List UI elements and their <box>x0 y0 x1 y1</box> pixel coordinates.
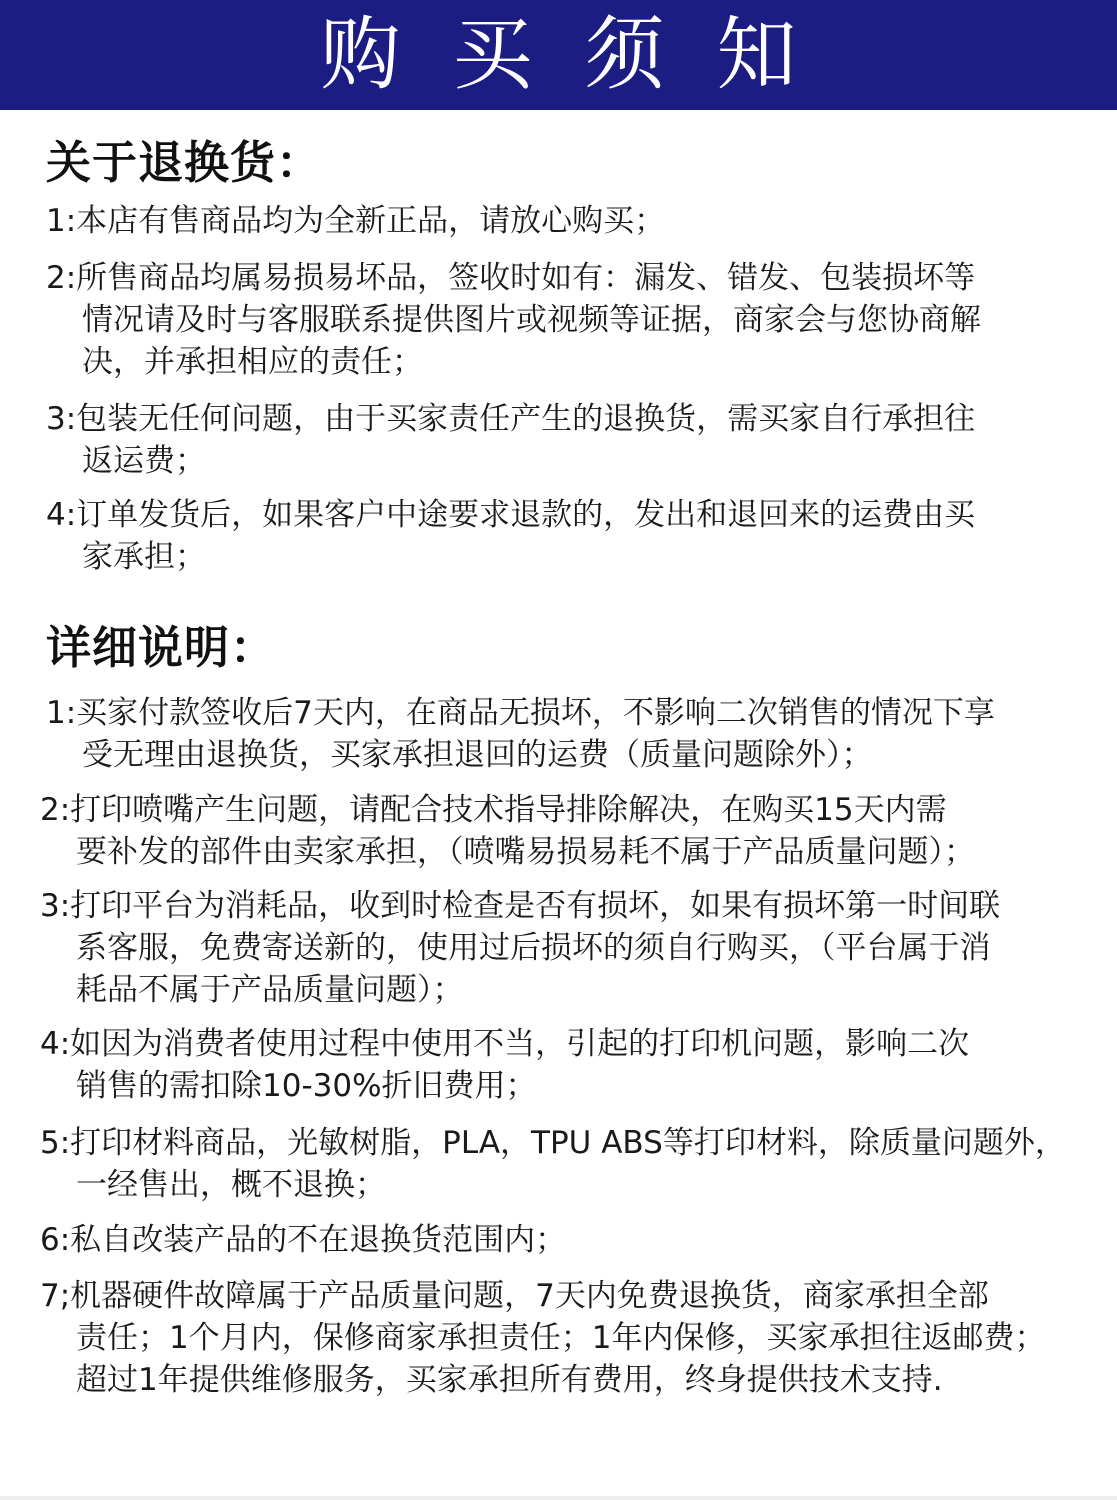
list-item <box>40 885 1000 1011</box>
item-line: 一经售出，概不退换； <box>76 1167 386 1203</box>
item-line: 耗品不属于产品质量问题）； <box>76 972 464 1008</box>
section-heading-returns: 关于退换货： <box>46 136 323 189</box>
item-line: 打印材料商品，光敏树脂，PLA，TPU ABS等打印材料，除质量问题外， <box>70 1125 1066 1161</box>
list-item <box>46 398 975 482</box>
header-banner <box>0 0 1117 110</box>
item-line: 所售商品均属易损易坏品，签收时如有：漏发、错发、包装损坏等 <box>76 260 976 296</box>
item-number: 5: <box>40 1125 71 1161</box>
section-heading-details: 详细说明： <box>46 621 277 674</box>
item-number: 6: <box>40 1222 71 1258</box>
list-item <box>46 692 995 776</box>
item-line: 责任；1个月内，保修商家承担责任；1年内保修，买家承担往返邮费； <box>76 1320 1046 1356</box>
item-line: 如因为消费者使用过程中使用不当，引起的打印机问题，影响二次 <box>70 1026 970 1062</box>
item-line: 家承担； <box>82 539 206 575</box>
item-number: 4: <box>46 497 77 533</box>
list-item <box>40 1219 566 1261</box>
item-line: 受无理由退换货，买家承担退回的运费（质量问题除外）； <box>82 737 873 773</box>
list-item <box>46 200 665 242</box>
item-number: 2: <box>46 260 77 296</box>
item-line: 包装无任何问题，由于买家责任产生的退换货，需买家自行承担往 <box>76 401 976 437</box>
list-item <box>46 494 975 578</box>
item-line: 返运费； <box>82 443 206 479</box>
item-number: 2: <box>40 792 71 828</box>
item-line: 决，并承担相应的责任； <box>82 344 423 380</box>
item-number: 1: <box>46 695 77 731</box>
list-item <box>40 1275 1045 1401</box>
item-number: 4: <box>40 1026 71 1062</box>
list-item <box>40 1023 969 1107</box>
list-item <box>40 789 975 873</box>
item-line: 订单发货后，如果客户中途要求退款的，发出和退回来的运费由买 <box>76 497 976 533</box>
item-line: 要补发的部件由卖家承担，（喷嘴易损易耗不属于产品质量问题）； <box>76 834 975 870</box>
item-line: 本店有售商品均为全新正品，请放心购买； <box>76 203 666 239</box>
item-number: 3: <box>46 401 77 437</box>
list-item <box>46 257 981 383</box>
page-title: 购买须知 <box>320 8 849 101</box>
item-line: 销售的需扣除10-30%折旧费用； <box>76 1068 537 1104</box>
item-line: 买家付款签收后7天内，在商品无损坏，不影响二次销售的情况下享 <box>76 695 995 731</box>
item-line: 打印喷嘴产生问题，请配合技术指导排除解决，在购买15天内需 <box>70 792 947 828</box>
item-line: 机器硬件故障属于产品质量问题，7天内免费退换货，商家承担全部 <box>70 1278 989 1314</box>
item-line: 系客服，免费寄送新的，使用过后损坏的须自行购买，（平台属于消 <box>76 930 991 966</box>
item-line: 情况请及时与客服联系提供图片或视频等证据，商家会与您协商解 <box>82 302 981 338</box>
item-line: 打印平台为消耗品，收到时检查是否有损坏，如果有损坏第一时间联 <box>70 888 1001 924</box>
item-number: 3: <box>40 888 71 924</box>
bottom-divider <box>0 1496 1117 1500</box>
item-number: 7; <box>40 1278 71 1314</box>
item-line: 超过1年提供维修服务，买家承担所有费用，终身提供技术支持. <box>76 1362 943 1398</box>
list-item <box>40 1122 1066 1206</box>
item-number: 1: <box>46 203 77 239</box>
item-line: 私自改装产品的不在退换货范围内； <box>70 1222 567 1258</box>
